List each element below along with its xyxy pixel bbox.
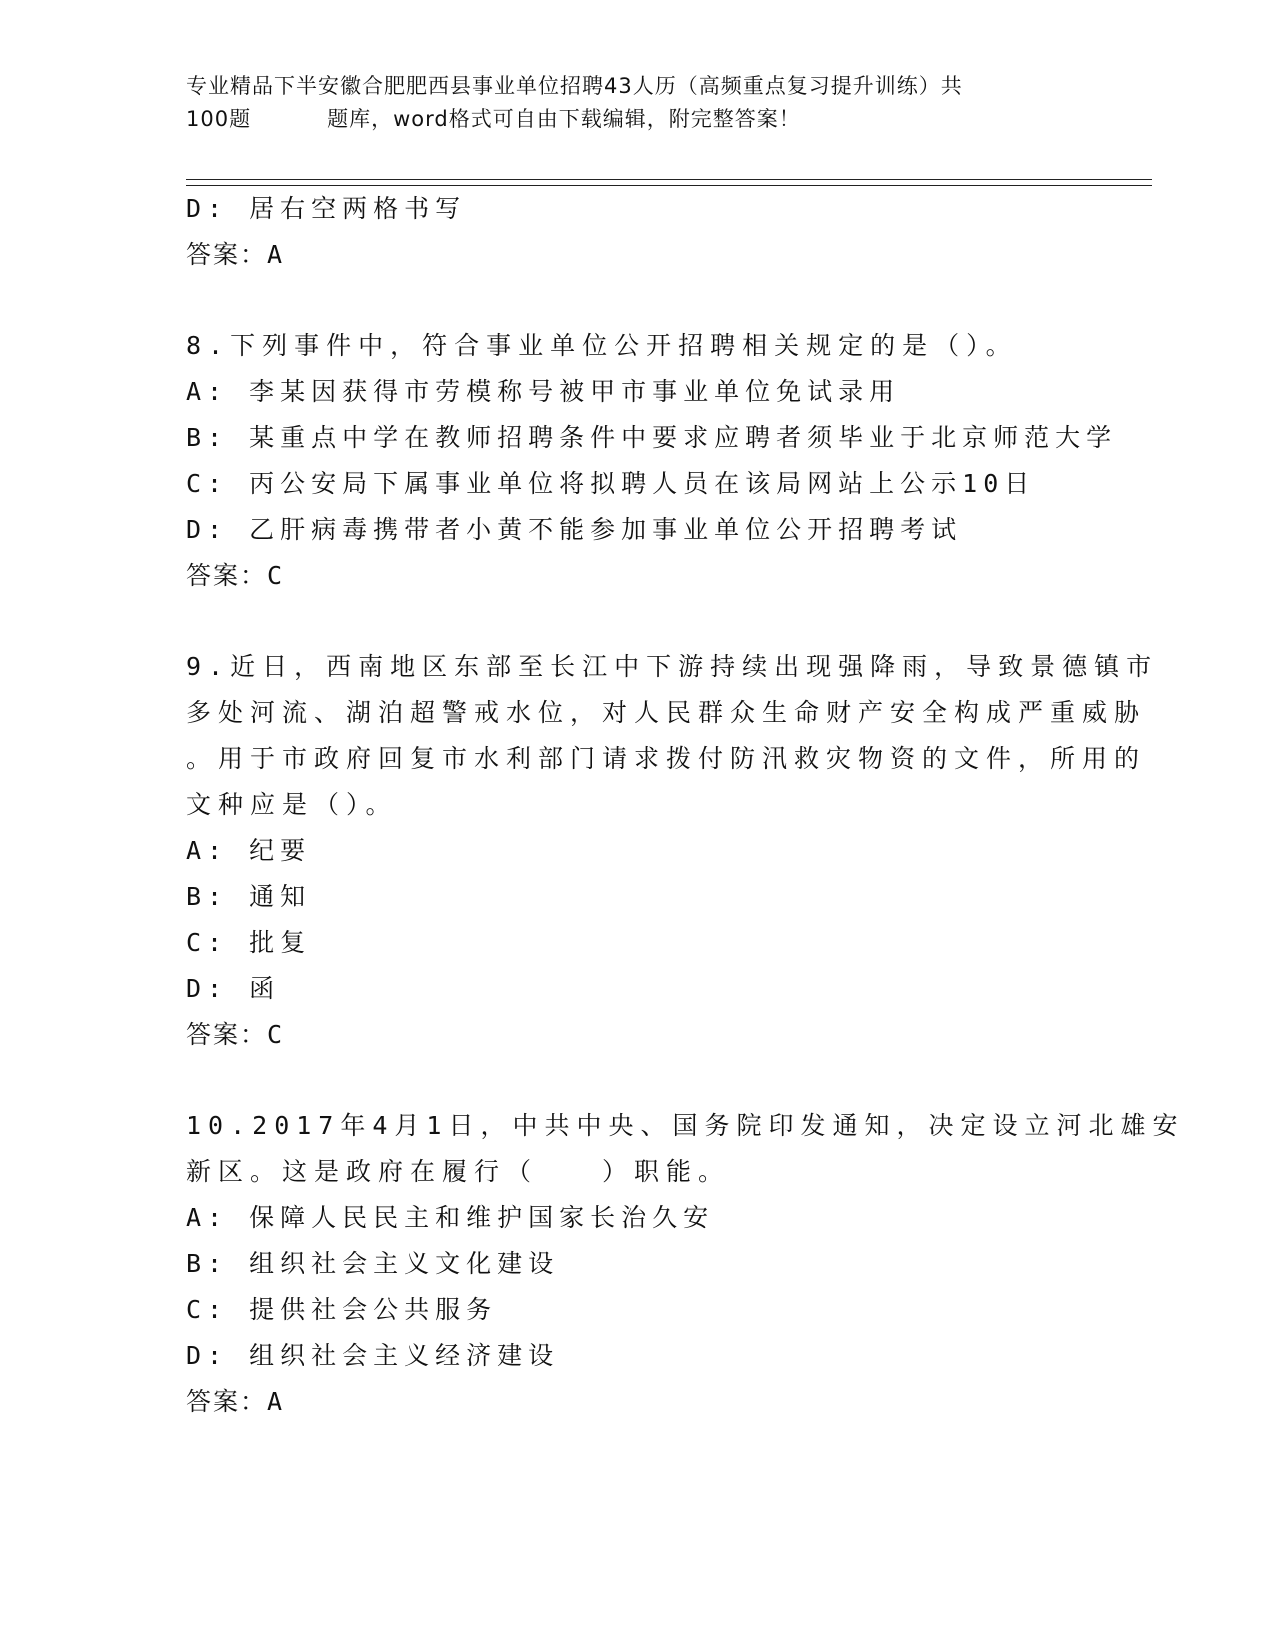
question-stem-line-3: 。用于市政府回复市水利部门请求拨付防汛救灾物资的文件，所用的 [186, 744, 1147, 773]
question-8 [186, 323, 1118, 599]
answer-value: C [267, 1020, 285, 1049]
answer-line [186, 1012, 1086, 1058]
answer-line [186, 1379, 1086, 1425]
header-divider-top [186, 179, 1152, 180]
document-header [186, 70, 1086, 136]
option-a: A: 纪要 [186, 836, 312, 865]
answer-line [186, 232, 1086, 278]
answer-value: A [267, 240, 285, 269]
option-d: D: 函 [186, 974, 281, 1003]
question-stem-line-2: 新区。这是政府在履行（ ）职能。 [186, 1157, 731, 1186]
header-question-count: 100题 [186, 107, 252, 131]
question-9 [186, 644, 1159, 1058]
option-c: C: 提供社会公共服务 [186, 1295, 498, 1324]
answer-label: 答案： [186, 240, 268, 269]
answer-label: 答案： [186, 1387, 268, 1416]
header-title-line-2 [186, 103, 1086, 136]
option-b: B: 通知 [186, 882, 312, 911]
option-b: B: 某重点中学在教师招聘条件中要求应聘者须毕业于北京师范大学 [186, 423, 1118, 452]
answer-label: 答案： [186, 1020, 268, 1049]
answer-line [186, 553, 1086, 599]
answer-value: C [267, 561, 285, 590]
question-stem: 8.下列事件中，符合事业单位公开招聘相关规定的是（）。 [186, 331, 1018, 360]
question-stem-line-1: 10.2017年4月1日，中共中央、国务院印发通知，决定设立河北雄安 [186, 1111, 1185, 1140]
option-c: C: 批复 [186, 928, 312, 957]
answer-label: 答案： [186, 561, 268, 590]
question-7 [186, 186, 1086, 278]
option-d: D: 居右空两格书写 [186, 194, 467, 223]
option-d: D: 乙肝病毒携带者小黄不能参加事业单位公开招聘考试 [186, 515, 963, 544]
header-title-line-1: 专业精品下半安徽合肥肥西县事业单位招聘43人历（高频重点复习提升训练）共 [186, 74, 963, 98]
option-b: B: 组织社会主义文化建设 [186, 1249, 560, 1278]
option-a: A: 李某因获得市劳模称号被甲市事业单位免试录用 [186, 377, 901, 406]
option-c: C: 丙公安局下属事业单位将拟聘人员在该局网站上公示10日 [186, 469, 1036, 498]
header-description: 题库，word格式可自由下载编辑，附完整答案！ [327, 107, 801, 131]
question-stem-line-4: 文种应是（）。 [186, 790, 398, 819]
question-10 [186, 1103, 1185, 1425]
question-stem-line-1: 9.近日，西南地区东部至长江中下游持续出现强降雨，导致景德镇市 [186, 652, 1159, 681]
answer-value: A [267, 1387, 285, 1416]
question-list [186, 186, 1185, 1425]
option-a: A: 保障人民民主和维护国家长治久安 [186, 1203, 715, 1232]
question-stem-line-2: 多处河流、湖泊超警戒水位，对人民群众生命财产安全构成严重威胁 [186, 698, 1147, 727]
option-d: D: 组织社会主义经济建设 [186, 1341, 560, 1370]
